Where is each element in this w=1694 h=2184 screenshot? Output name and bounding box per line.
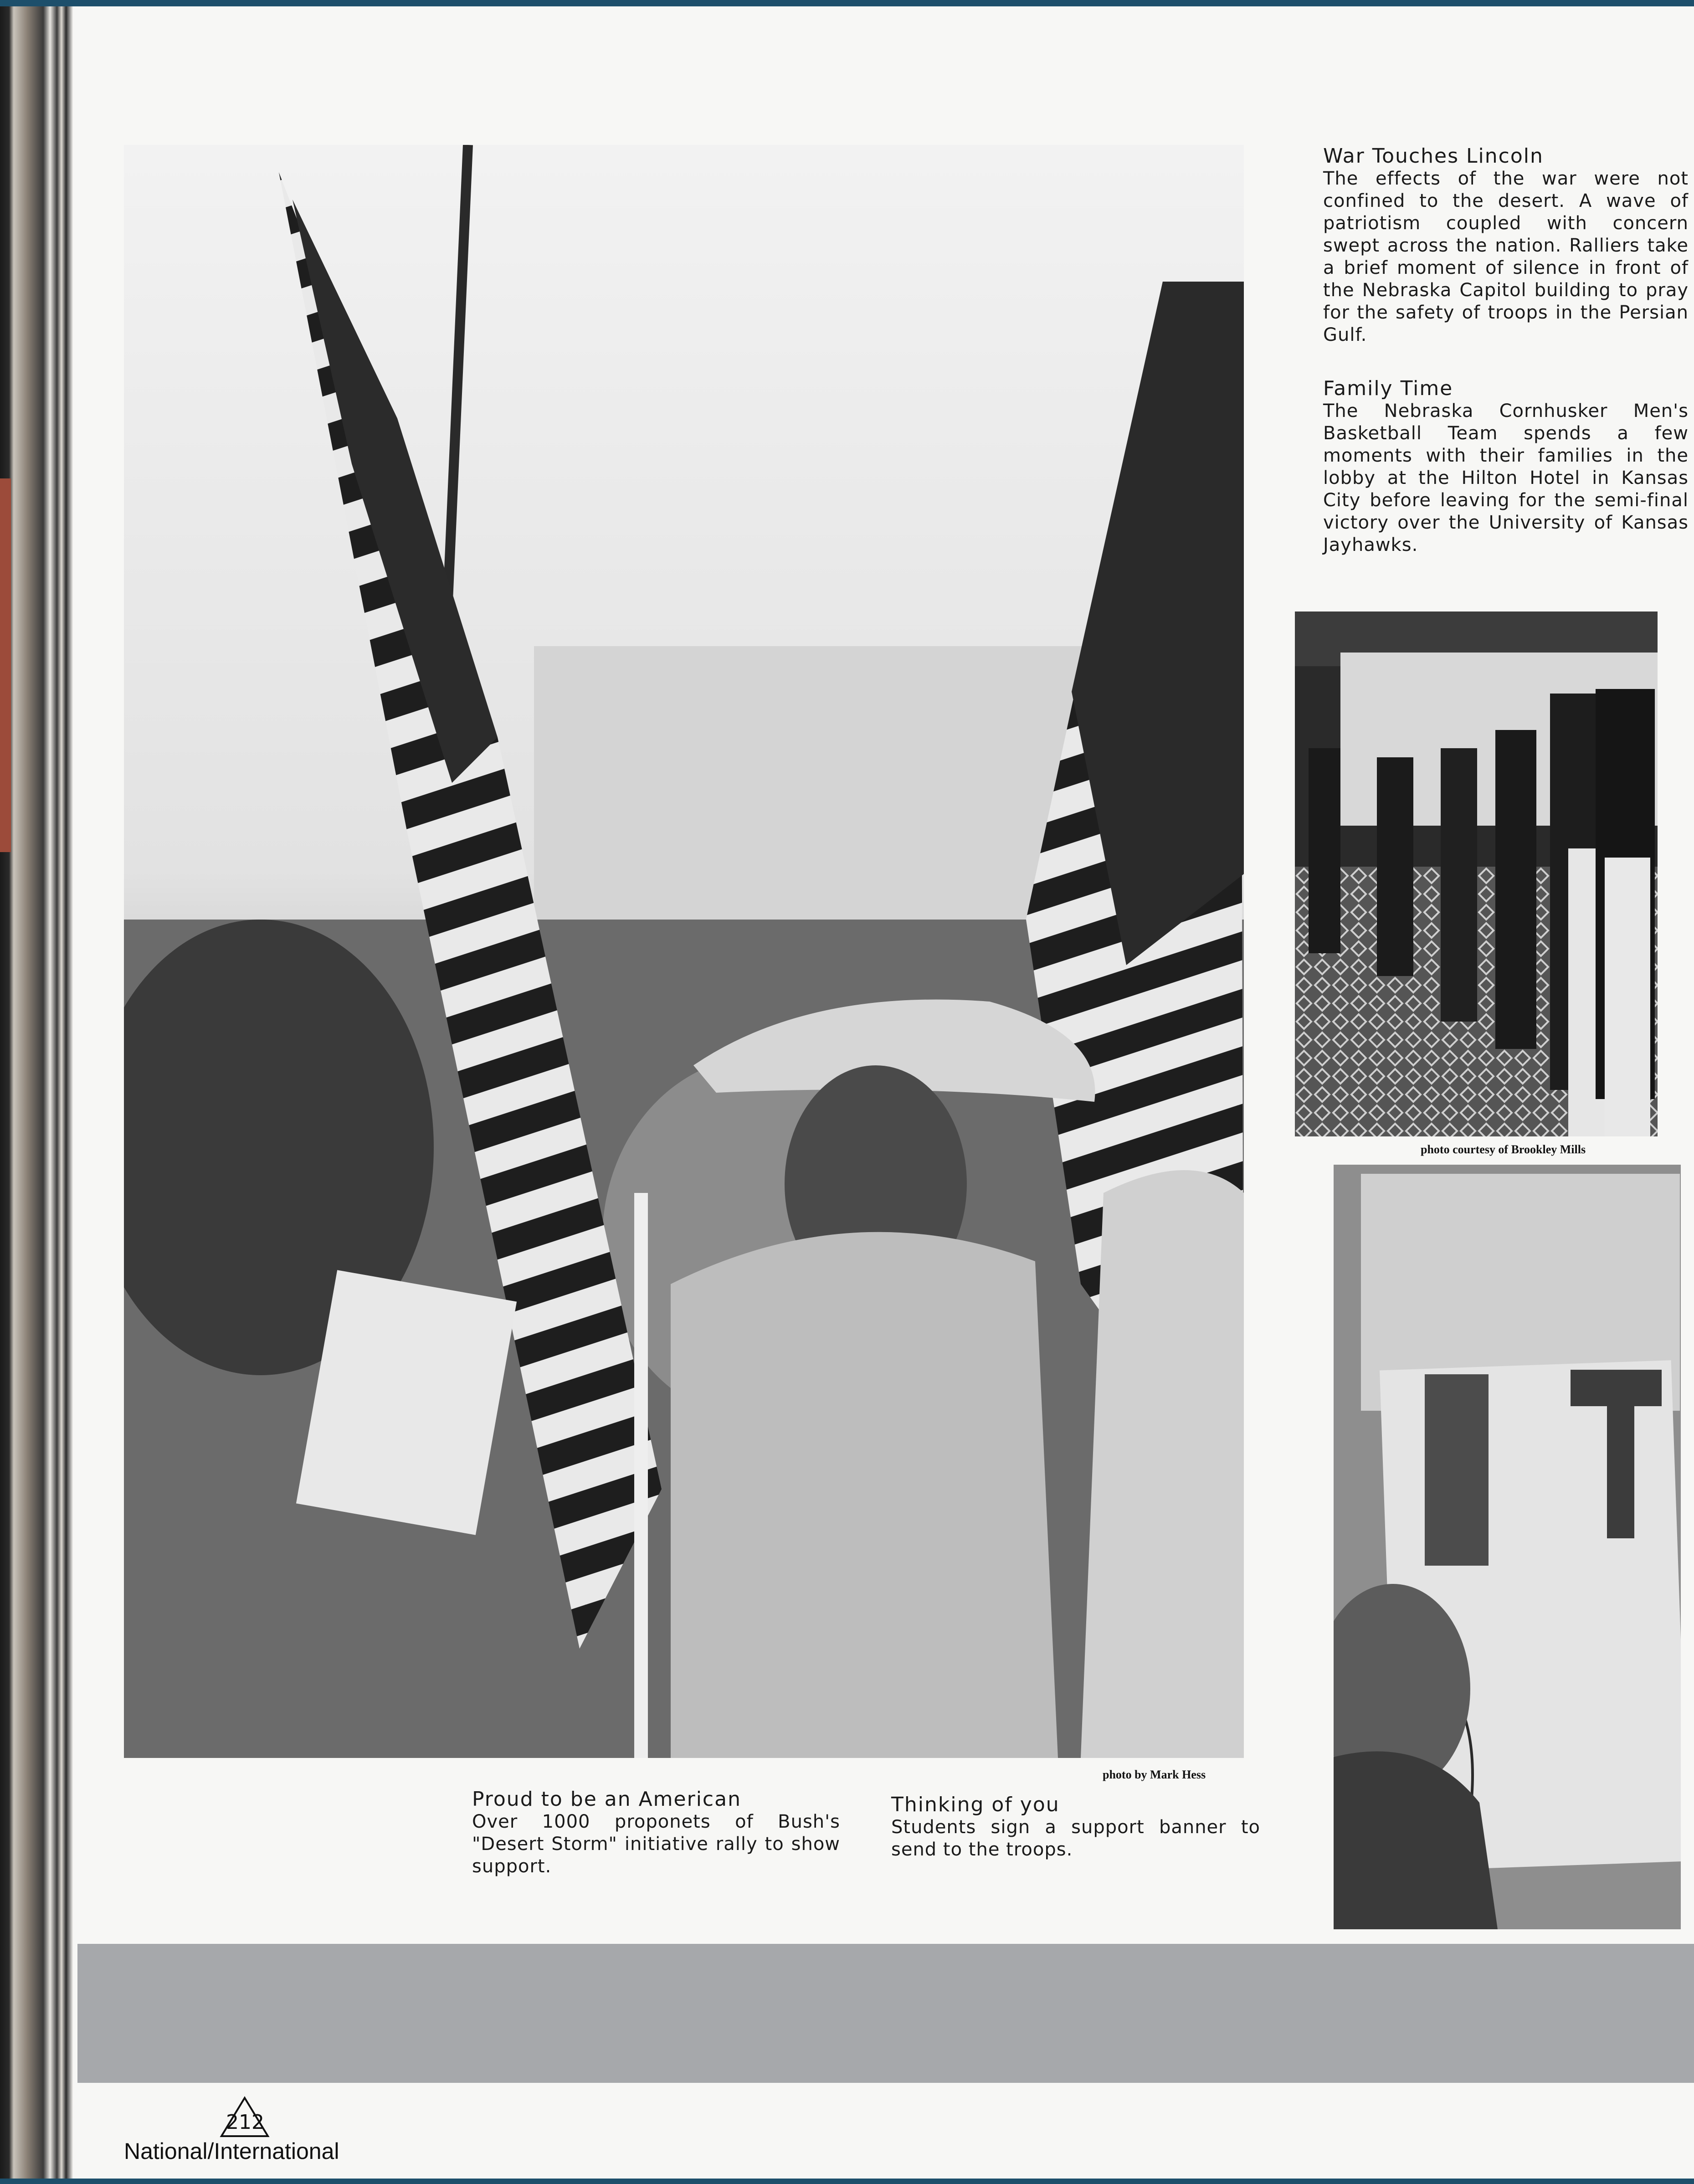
page-number: 212 — [226, 2111, 264, 2134]
page-number-triangle — [220, 2096, 265, 2138]
caption-title: Thinking of you — [891, 1793, 1060, 1816]
section-name: National/International — [124, 2138, 339, 2164]
spine-color-strip — [0, 478, 11, 852]
rally-flags-photo — [124, 145, 1244, 1758]
page-folio — [124, 2096, 379, 2174]
decorative-gray-band — [77, 1944, 1694, 2083]
book-spine — [0, 0, 73, 2184]
caption-title: Proud to be an American — [472, 1788, 741, 1811]
thinking-of-you-caption — [891, 1793, 1260, 1861]
scan-edge-bottom — [0, 2179, 1694, 2184]
caption-body: Students sign a support banner to send to the troops. — [891, 1817, 1260, 1860]
caption-body: The Nebraska Cornhusker Men's Basketball Team spends a few moments with their families in the lobby at the Hilton Hotel in Kansas City before leaving for the semi-final victory over the University of Kansas Jayhawks. — [1323, 401, 1689, 555]
scan-edge-top — [0, 0, 1694, 6]
support-banner-photo — [1334, 1165, 1681, 1929]
proud-american-caption — [472, 1788, 840, 1878]
main-photo-credit: photo by Mark Hess — [1103, 1768, 1206, 1781]
lobby-photo-credit: photo courtesy of Brookley Mills — [1421, 1143, 1586, 1156]
caption-title: Family Time — [1323, 377, 1453, 400]
caption-body: Over 1000 proponets of Bush's "Desert Storm" initiative rally to show support. — [472, 1811, 840, 1877]
caption-body: The effects of the war were not confined to the desert. A wave of patriotism coupled with concern swept across the nation. Ralliers take a brief moment of silence in front of the Nebraska Capitol building to pray for the safety of troops in the Persian Gulf. — [1323, 168, 1689, 345]
basketball-team-lobby-photo — [1295, 612, 1658, 1136]
family-time-caption — [1323, 377, 1689, 556]
war-touches-lincoln-caption — [1323, 145, 1689, 346]
caption-title: War Touches Lincoln — [1323, 144, 1544, 168]
